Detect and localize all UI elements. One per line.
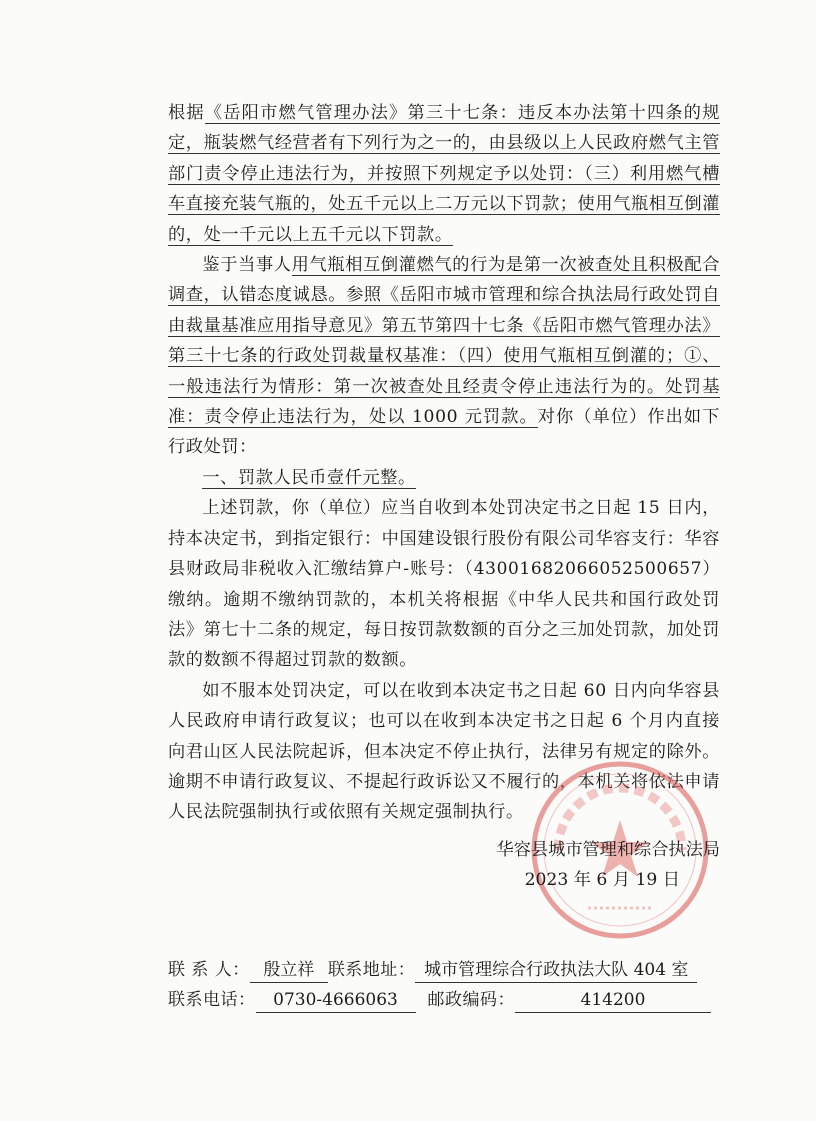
appeal-text: 如不服本处罚决定，可以在收到本决定书之日起 60 日内向华容县人民政府申请行政复议；也可以在收到本决定书之日起 6 个月内直接向君山区人民法院起诉，但本决定不停止执行，法律另有规定的除外。逾期不申请行政复议、不提起行政诉讼又不履行的，本机关将依法申请人民法院强制执行或依照有关规定强制执行。 — [168, 680, 720, 823]
contact-phone-label: 联系电话： — [168, 990, 256, 1010]
signature-block — [420, 835, 720, 895]
contact-person-label: 联 系 人： — [168, 960, 250, 980]
issue-date: 2023 年 6 月 19 日 — [524, 870, 680, 890]
issuing-organization: 华容县城市管理和综合执法局 — [496, 840, 720, 860]
penalty-text: 一、罚款人民币壹仟元整。 — [202, 467, 416, 488]
discretion-text: 用气瓶相互倒灌燃气的行为是第一次被查处且积极配合调查，认错态度诚恳。参照《岳阳市城市管理和综合执法局行政处罚自由裁量基准应用指导意见》第五节第四十七条《岳阳市燃气管理办法》第三十七条的行政处罚裁量权基准：（四）使用气瓶相互倒灌的；①、一般违法行为情形：第一次被查处且经责令停止违法行为的。处罚基准：责令停止违法行为，处以 1000 元罚款。 — [168, 255, 720, 428]
contact-address-label: 联系地址： — [327, 960, 416, 980]
contact-row-phone — [168, 985, 728, 1015]
document-body — [168, 98, 720, 828]
legal-basis-lead: 根据 — [168, 103, 205, 123]
paragraph-penalty — [168, 463, 720, 493]
contact-address-value: 城市管理综合行政执法大队 404 室 — [415, 958, 697, 983]
payment-text: 上述罚款，你（单位）应当自收到本处罚决定书之日起 15 日内，持本决定书，到指定银行：中国建设银行股份有限公司华容支行：华容县财政局非税收入汇缴结算户-账号： — [168, 498, 720, 580]
contact-phone-value: 0730-4666063 — [256, 988, 416, 1013]
payment-text-continued: 缴纳。逾期不缴纳罚款的，本机关将根据《中华人民共和国行政处罚法》第七十二条的规定，每日按罚款数额的百分之三加处罚款，加处罚款的数额不得超过罚款的数额。 — [168, 589, 720, 671]
discretion-tail: 对你（单位）作出如下行政处罚： — [168, 407, 720, 458]
contact-block — [168, 955, 728, 1015]
contact-postcode-value: 414200 — [515, 988, 711, 1013]
contact-person-value: 殷立祥 — [250, 958, 328, 983]
paragraph-legal-basis — [168, 98, 720, 250]
paragraph-discretion — [168, 250, 720, 463]
bank-account-number: （43001682066052500657） — [464, 559, 720, 580]
discretion-lead: 鉴于当事人 — [202, 255, 292, 276]
paragraph-payment — [168, 493, 720, 675]
legal-basis-text: 《岳阳市燃气管理办法》第三十七条：违反本办法第十四条的规定，瓶装燃气经营者有下列行为之一的，由县级以上人民政府燃气主管部门责令停止违法行为，并按照下列规定予以处罚：（三）利用燃气槽车直接充装气瓶的，处五千元以上二万元以下罚款；使用气瓶相互倒灌的，处一千元以上五千元以下罚款。 — [168, 103, 720, 245]
contact-row-person — [168, 955, 728, 985]
contact-postcode-label: 邮政编码： — [427, 990, 515, 1010]
